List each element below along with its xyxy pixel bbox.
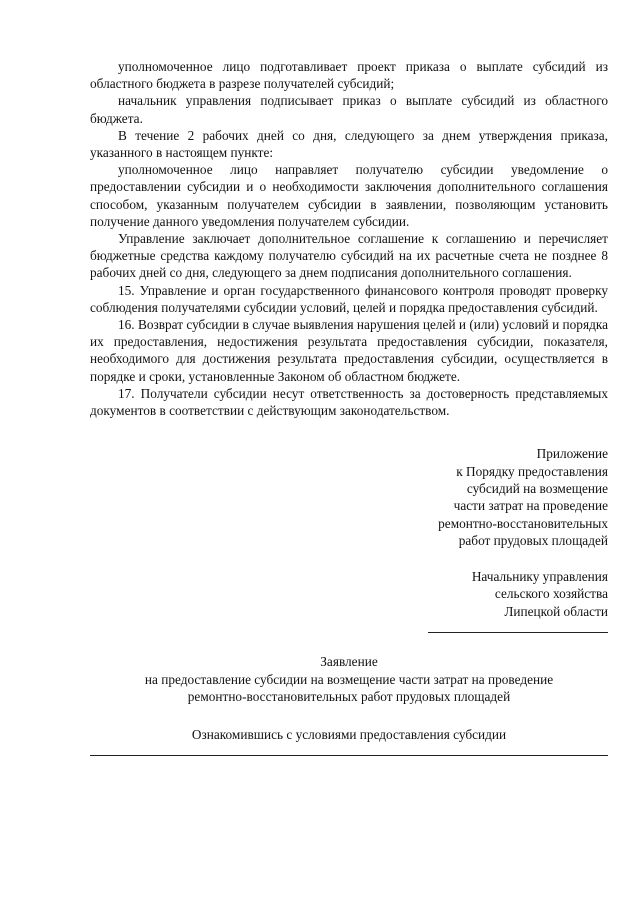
application-subtitle: ремонтно-восстановительных работ прудовых площадей	[187, 689, 511, 705]
appendix-line: работ прудовых площадей	[458, 533, 608, 549]
paragraph: уполномоченное лицо направляет получателю субсидии уведомление о предоставлении субсидии и о необходимости заключения дополнительного соглашения способом, указанным получателем субсидии в заявлении, позволяющим установить получение данного уведомления получателем субсидии.	[90, 162, 608, 229]
consent-text: Ознакомившись с условиями предоставления субсидии	[191, 726, 507, 742]
paragraph: начальник управления подписывает приказ о выплате субсидий из областного бюджета.	[90, 93, 608, 126]
application-subtitle: на предоставление субсидии на возмещение части затрат на проведение	[144, 671, 554, 687]
recipient-line: Начальнику управления	[471, 568, 608, 584]
paragraph: В течение 2 рабочих дней со дня, следующего за днем утверждения приказа, указанного в настоящем пункте:	[90, 127, 608, 161]
document-body	[90, 58, 608, 756]
paragraph-item-15: 15. Управление и орган государственного финансового контроля проводят проверку соблюдения получателями субсидии условий, целей и порядка предоставления субсидий.	[90, 282, 608, 315]
paragraph-item-17: 17. Получатели субсидии несут ответственность за достоверность представляемых документов в соответствии с действующим законодательством.	[90, 385, 608, 419]
recipient-line: сельского хозяйства	[494, 586, 608, 602]
paragraph: уполномоченное лицо подготавливает проект приказа о выплате субсидий из областного бюджета в разрезе получателей субсидий;	[90, 59, 608, 92]
appendix-line: ремонтно-восстановительных	[438, 515, 608, 531]
appendix-line: к Порядку предоставления	[456, 463, 608, 479]
application-title: Заявление	[320, 653, 378, 669]
application-title-block	[90, 653, 608, 706]
paragraph: Управление заключает дополнительное соглашение к соглашению и перечисляет бюджетные средства каждому получателю субсидий на их расчетные счета не позднее 8 рабочих дней со дня, следующего за днем подписания дополнительного соглашения.	[90, 231, 608, 281]
appendix-line: части затрат на проведение	[453, 498, 608, 514]
paragraph-item-16: 16. Возврат субсидии в случае выявления нарушения целей и (или) условий и порядка их предоставления, недостижения результата предоставления субсидии, показателя, необходимого для достижения результата предоставления субсидии, осуществляется в порядке и сроки, установленные Законом об областном бюджете.	[90, 317, 608, 384]
appendix-heading	[90, 445, 608, 549]
appendix-line: Приложение	[536, 446, 608, 462]
signature-underline	[428, 622, 608, 633]
recipient-line: Липецкой области	[504, 603, 608, 619]
fill-in-line	[90, 747, 608, 756]
appendix-line: субсидий на возмещение	[466, 481, 608, 497]
recipient-block	[90, 568, 608, 633]
